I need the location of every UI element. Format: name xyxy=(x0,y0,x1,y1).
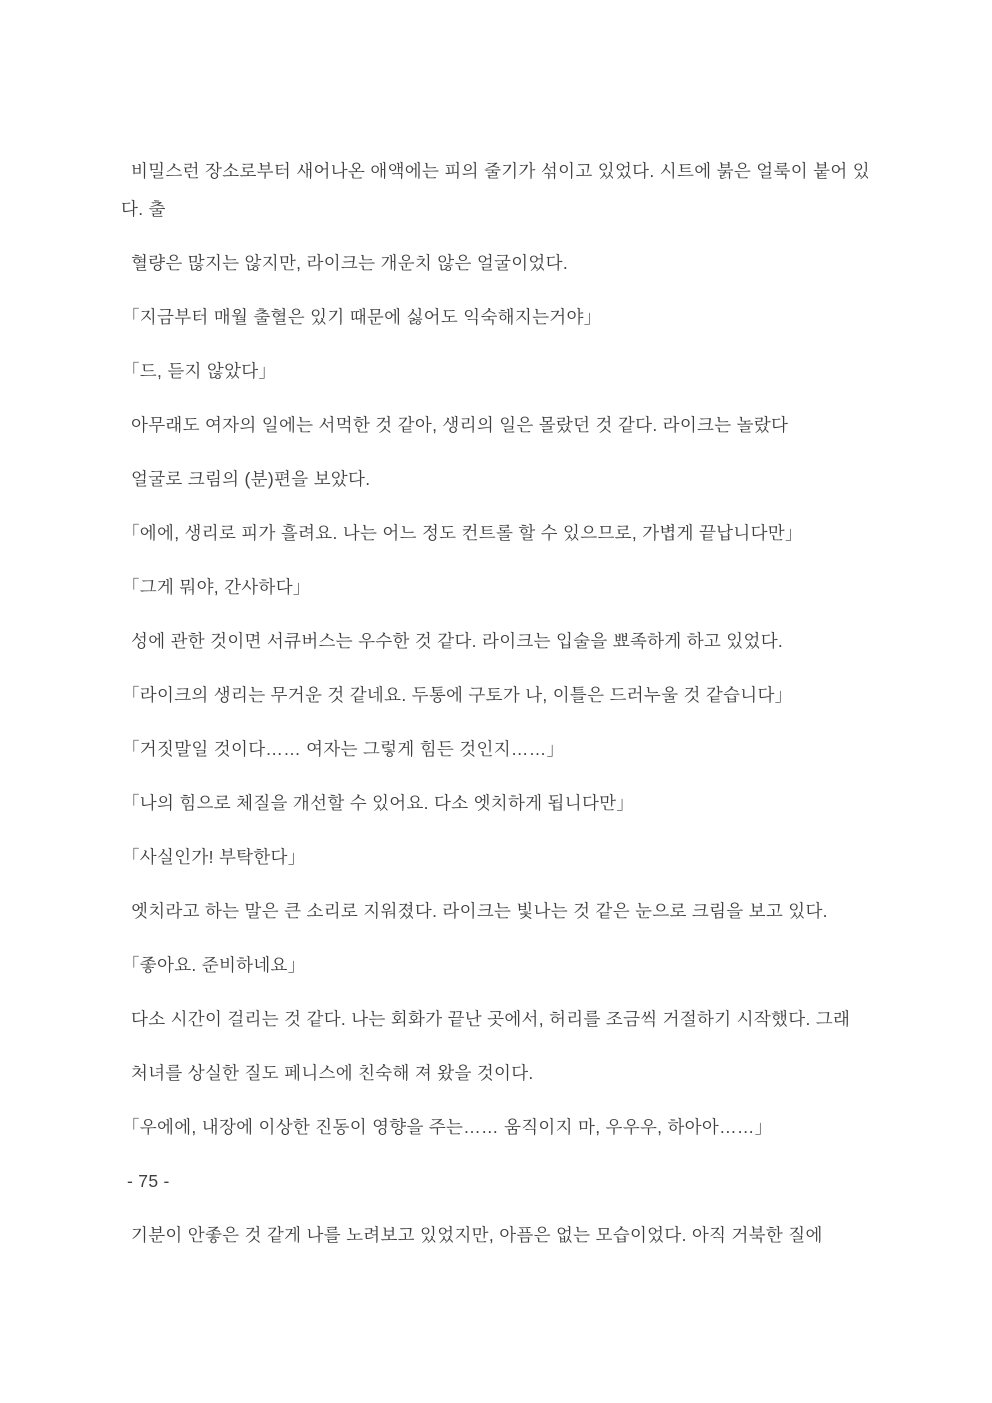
paragraph: 성에 관한 것이면 서큐버스는 우수한 것 같다. 라이크는 입술을 뾰족하게 하고 있었다. xyxy=(131,631,784,651)
dialogue-line: 「우에에, 내장에 이상한 진동이 영향을 주는…… 움직이지 마, 우우우, 하아아……」 xyxy=(122,1117,773,1137)
paragraph: 기분이 안좋은 것 같게 나를 노려보고 있었지만, 아픔은 없는 모습이었다. 아직 거북한 질에 xyxy=(131,1225,823,1245)
paragraph: 다소 시간이 걸리는 것 같다. 나는 회화가 끝난 곳에서, 허리를 조금씩 거절하기 시작했다. 그래 xyxy=(131,1009,851,1029)
paragraph: 처녀를 상실한 질도 페니스에 친숙해 져 왔을 것이다. xyxy=(131,1063,534,1083)
dialogue-line: 「나의 힘으로 체질을 개선할 수 있어요. 다소 엣치하게 됩니다만」 xyxy=(122,793,635,813)
paragraph: 아무래도 여자의 일에는 서먹한 것 같아, 생리의 일은 몰랐던 것 같다. 라이크는 놀랐다 xyxy=(131,415,789,435)
dialogue-line: 「거짓말일 것이다…… 여자는 그렇게 힘든 것인지……」 xyxy=(122,739,565,759)
dialogue-line: 「좋아요. 준비하네요」 xyxy=(122,955,306,975)
paragraph: 엣치라고 하는 말은 큰 소리로 지워졌다. 라이크는 빛나는 것 같은 눈으로 크림을 보고 있다. xyxy=(131,901,828,921)
dialogue-line: 「그게 뭐야, 간사하다」 xyxy=(122,577,311,597)
paragraph: 얼굴로 크림의 (분)편을 보았다. xyxy=(131,469,371,489)
dialogue-line: 「지금부터 매월 출혈은 있기 때문에 싫어도 익숙해지는거야」 xyxy=(122,307,602,327)
dialogue-line: 「드, 듣지 않았다」 xyxy=(122,361,277,381)
page-number: - 75 - xyxy=(127,1171,170,1191)
dialogue-line: 「라이크의 생리는 무거운 것 같네요. 두통에 구토가 나, 이틀은 드러누울 것 같습니다」 xyxy=(122,685,793,705)
dialogue-line: 「사실인가! 부탁한다」 xyxy=(122,847,306,867)
dialogue-line: 「에에, 생리로 피가 흘려요. 나는 어느 정도 컨트롤 할 수 있으므로, 가볍게 끝납니다만」 xyxy=(122,523,803,543)
paragraph: 비밀스런 장소로부터 새어나온 애액에는 피의 줄기가 섞이고 있었다. 시트에 붉은 얼룩이 붙어 있다. 출 xyxy=(121,161,870,219)
paragraph: 혈량은 많지는 않지만, 라이크는 개운치 않은 얼굴이었다. xyxy=(131,253,569,273)
